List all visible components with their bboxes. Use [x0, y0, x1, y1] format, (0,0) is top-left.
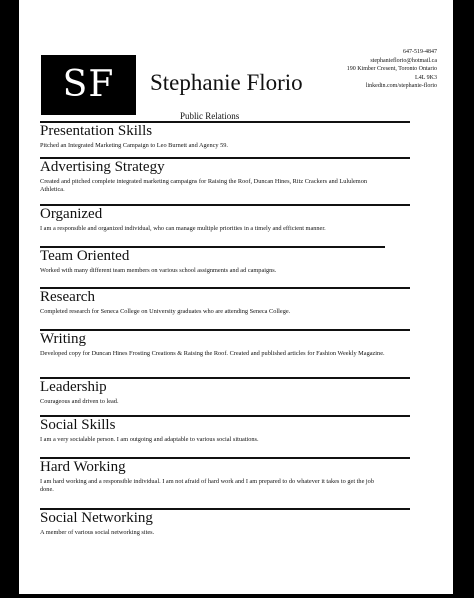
section-heading: Presentation Skills [40, 122, 153, 139]
contact-phone: 647-519-4847 [403, 49, 437, 55]
bottom-border [0, 594, 474, 598]
section-body: Worked with many different team members on various school assignments and ad campaigns. [40, 266, 277, 274]
section-hard-working [40, 457, 410, 495]
section-social-skills [40, 415, 410, 444]
section-body: Completed research for Seneca College on University graduates who are attending Seneca College. [40, 307, 291, 315]
section-writing [40, 329, 410, 358]
left-border [0, 0, 19, 598]
contact-address: 190 Kimber Cresent, Toronto Ontario [346, 66, 437, 72]
section-heading: Research [40, 288, 95, 305]
contact-postal: L4L 9K3 [415, 74, 437, 81]
contact-linkedin[interactable]: linkedin.com/stephanie-florio [365, 83, 437, 89]
contact-email[interactable]: stephanieflorio@hotmail.ca [370, 57, 437, 64]
section-research [40, 287, 410, 316]
section-heading: Team Oriented [40, 247, 130, 264]
section-heading: Writing [40, 330, 87, 347]
section-heading: Organized [40, 205, 103, 222]
section-body: I am a responsible and organized individual, who can manage multiple priorities in a timely and efficient manner. [40, 224, 326, 232]
section-heading: Advertising Strategy [40, 158, 165, 175]
section-body: I am a very socialable person. I am outgoing and adaptable to various social situations. [40, 435, 259, 443]
section-presentation-skills [40, 121, 410, 150]
right-border [453, 0, 474, 598]
section-body: Created and pitched complete integrated marketing campaigns for Raising the Roof, Duncan Hines, Ritz Crackers and Lululemon Athletica. [40, 177, 367, 193]
monogram-logo: SF [41, 55, 136, 115]
section-heading: Social Networking [40, 509, 153, 526]
section-social-networking [40, 508, 410, 537]
contact-block [347, 48, 437, 91]
section-body: Pitched an Integrated Marketing Campaign to Leo Burnett and Agency 59. [40, 141, 228, 149]
section-heading: Social Skills [40, 416, 116, 433]
section-organized [40, 204, 410, 233]
section-heading: Hard Working [40, 458, 126, 475]
section-leadership [40, 377, 410, 406]
job-subtitle: Public Relations [180, 111, 240, 121]
section-heading: Leadership [40, 378, 107, 395]
name-title: Stephanie Florio [150, 70, 303, 95]
section-team-oriented [40, 246, 410, 275]
section-body: Developed copy for Duncan Hines Frosting Creations & Raising the Roof. Created and published articles for Fashion Weekly Magazine. [40, 349, 385, 357]
section-body: A member of various social networking sites. [40, 528, 155, 536]
section-body: Courageous and driven to lead. [40, 397, 119, 405]
section-body: I am hard working and a responsible individual. I am not afraid of hard work and I am prepared to do whatever it takes to get the job done. [40, 477, 374, 493]
section-advertising-strategy [40, 157, 410, 195]
